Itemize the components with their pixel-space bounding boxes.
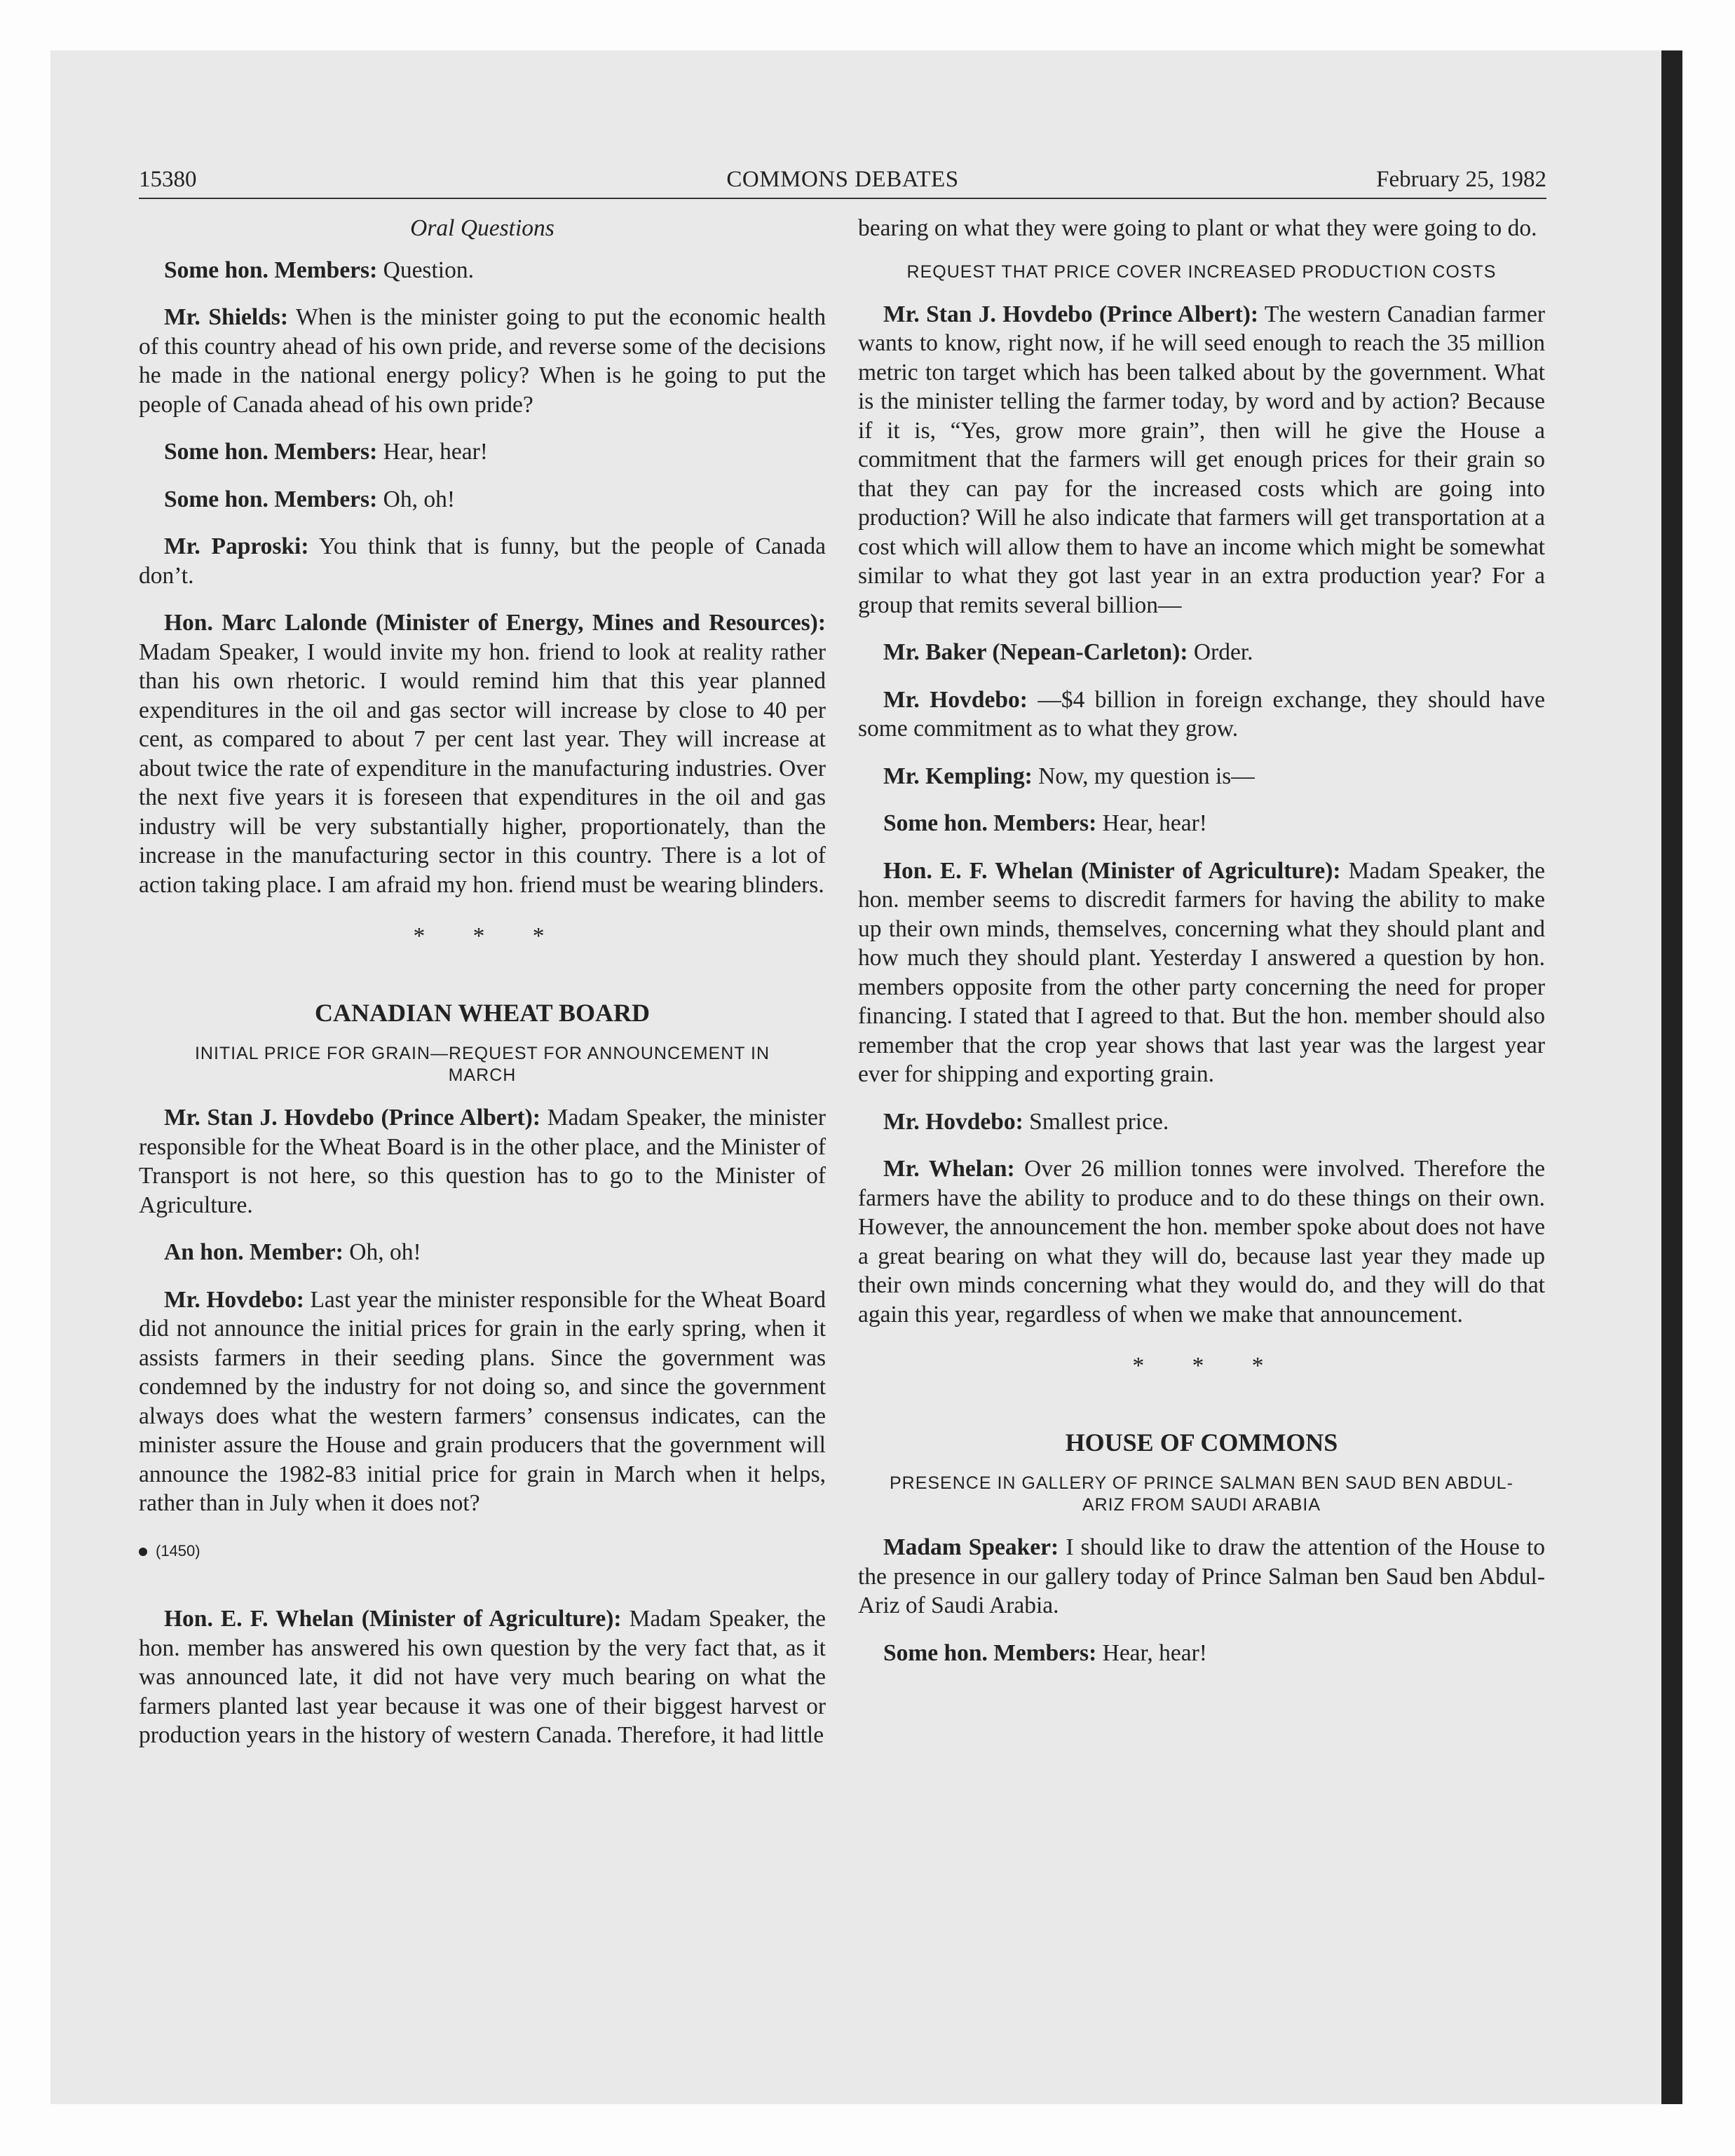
section-heading: CANADIAN WHEAT BOARD bbox=[314, 998, 651, 1027]
paragraph bbox=[139, 303, 826, 419]
section-separator: * * * bbox=[1132, 1353, 1285, 1379]
speech-text: Oh, oh! bbox=[377, 486, 455, 512]
speech-text: I should like to draw the attention of the House to the presence in our gallery today of Prince Salman ben Saud ben Abdul-Ariz of Saudi Arabia. bbox=[858, 1534, 1546, 1618]
speech-text: When is the minister going to put the economic health of this country ahead of his own pride, and reverse some of the decisions he made in the national energy policy? When is he going to put the people of Canada ahead of his own pride? bbox=[139, 304, 826, 418]
scan-edge bbox=[1661, 50, 1682, 2104]
speech-text: Oh, oh! bbox=[343, 1239, 421, 1265]
paragraph bbox=[858, 1107, 1545, 1137]
speech-text: Madam Speaker, the hon. member has answered his own question by the very fact that, as it was announced late, it did not have very much bearing on what the farmers planted last year because it was one of their biggest harvest or production years in the history of western Canada. Therefore, it had little bbox=[139, 1606, 826, 1748]
speech-text: Hear, hear! bbox=[1096, 1639, 1207, 1666]
speech-text: Madam Speaker, I would invite my hon. friend to look at reality rather than his own rhetoric. I would remind him that this year planned expenditures in the oil and gas sector will increase by close to 40 per cent, as compared to about 7 per cent last year. They will increase at about twice the rate of expenditure in the manufacturing industries. Over the next five years it is foreseen that expenditures in the oil and gas industry will be very substantially higher, proportionately, than the increase in the manufacturing sector in this country. There is a lot of action taking place. I am afraid my hon. friend must be wearing blinders. bbox=[139, 639, 826, 898]
running-head: Oral Questions bbox=[410, 215, 554, 241]
time-marker-text: (1450) bbox=[156, 1541, 200, 1560]
speech-text: Madam Speaker, the minister responsible for the Wheat Board is in the other place, and the Minister of Transport is not here, so this question has to go to the Minister of Agriculture. bbox=[139, 1105, 826, 1218]
section-separator: * * * bbox=[413, 923, 566, 949]
speech-text: Hear, hear! bbox=[1096, 810, 1207, 836]
paragraph bbox=[139, 485, 826, 514]
speech-text: Hear, hear! bbox=[377, 439, 488, 465]
paragraph bbox=[858, 809, 1545, 838]
speech-text: Last year the minister responsible for the Wheat Board did not announce the initial prices for grain in the early spring, when it assists farmers in their seeding plans. Since the government was condemned by the industry for not doing so, and since the government always does what the western farmers’ consensus indicates, can the minister assure the House and grain producers that the government will announce the 1982-83 initial price for grain in March when it helps, rather than in July when it does not? bbox=[139, 1286, 826, 1516]
speaker-name: Mr. Whelan: bbox=[883, 1156, 1015, 1182]
paragraph bbox=[139, 437, 826, 467]
speaker-name: Hon. E. F. Whelan (Minister of Agriculture): bbox=[883, 857, 1341, 884]
right-column bbox=[858, 214, 1545, 1686]
speaker-name: Madam Speaker: bbox=[883, 1534, 1059, 1560]
section-subheading: REQUEST THAT PRICE COVER INCREASED PRODUCTION COSTS bbox=[906, 261, 1497, 282]
paragraph bbox=[139, 532, 826, 590]
speaker-name: Mr. Paproski: bbox=[164, 533, 309, 559]
paragraph bbox=[139, 1604, 826, 1750]
speaker-name: Hon. Marc Lalonde (Minister of Energy, Mines and Resources): bbox=[164, 610, 826, 636]
paragraph bbox=[858, 762, 1545, 791]
paragraph bbox=[139, 256, 826, 285]
paragraph bbox=[858, 1154, 1545, 1329]
bullet-icon bbox=[139, 1548, 147, 1556]
speaker-name: Some hon. Members: bbox=[164, 439, 378, 465]
paragraph bbox=[858, 685, 1545, 744]
page-date: February 25, 1982 bbox=[1376, 167, 1546, 192]
speaker-name: An hon. Member: bbox=[164, 1239, 343, 1265]
speech-text: Order. bbox=[1188, 639, 1253, 665]
paragraph bbox=[139, 1285, 826, 1518]
page-number: 15380 bbox=[139, 167, 197, 192]
section-heading: HOUSE OF COMMONS bbox=[1065, 1428, 1338, 1456]
speaker-name: Some hon. Members: bbox=[883, 1639, 1097, 1666]
section-subheading: INITIAL PRICE FOR GRAIN—REQUEST FOR ANNOUNCEMENT IN MARCH bbox=[194, 1044, 770, 1085]
time-marker bbox=[139, 1536, 826, 1566]
speaker-name: Mr. Shields: bbox=[164, 304, 288, 330]
paragraph bbox=[139, 1103, 826, 1220]
paragraph bbox=[139, 608, 826, 899]
speaker-name: Some hon. Members: bbox=[164, 486, 378, 512]
header-rule bbox=[139, 198, 1546, 199]
left-column bbox=[139, 214, 826, 1768]
speaker-name: Some hon. Members: bbox=[883, 810, 1097, 836]
speaker-name: Mr. Stan J. Hovdebo (Prince Albert): bbox=[164, 1105, 540, 1131]
speaker-name: Mr. Hovdebo: bbox=[164, 1286, 304, 1313]
speech-text: bearing on what they were going to plant or what they were going to do. bbox=[858, 215, 1537, 241]
section-subheading: PRESENCE IN GALLERY OF PRINCE SALMAN BEN SAUD BEN ABDUL-ARIZ FROM SAUDI ARABIA bbox=[889, 1473, 1514, 1515]
speaker-name: Mr. Hovdebo: bbox=[883, 686, 1028, 713]
paragraph bbox=[858, 638, 1545, 667]
paragraph bbox=[858, 300, 1545, 620]
speaker-name: Mr. Hovdebo: bbox=[883, 1108, 1023, 1135]
speech-text: You think that is funny, but the people of Canada don’t. bbox=[139, 533, 826, 589]
page-header bbox=[139, 163, 1546, 196]
speaker-name: Some hon. Members: bbox=[164, 257, 378, 283]
paragraph bbox=[858, 857, 1545, 1089]
speech-text: —$4 billion in foreign exchange, they should have some commitment as to what they grow. bbox=[858, 686, 1545, 742]
paragraph bbox=[858, 1639, 1545, 1668]
speaker-name: Mr. Kempling: bbox=[883, 763, 1033, 789]
speaker-name: Hon. E. F. Whelan (Minister of Agriculture): bbox=[164, 1606, 622, 1632]
paragraph-continued bbox=[858, 214, 1545, 243]
speaker-name: Mr. Baker (Nepean-Carleton): bbox=[883, 639, 1188, 665]
speech-text: Now, my question is— bbox=[1032, 763, 1255, 789]
speech-text: The western Canadian farmer wants to know, right now, if he will seed enough to reach the 35 million metric ton target which has been talked about by the government. What is the minister telling the farmer today, by word and by action? Because if it is, “Yes, grow more grain”, then will he give the House a commitment that the farmers will get enough prices for their grain so that they can pay for the increased costs which are going into production? Will he also indicate that farmers will get transportation at a cost which will allow them to have an income which might be somewhat similar to what they got last year in an extra production year? For a group that remits several billion— bbox=[858, 301, 1545, 618]
speech-text: Madam Speaker, the hon. member seems to discredit farmers for having the ability to make up their own minds, themselves, concerning what they should plant and how much they should plant. Yesterday I answered a question by hon. members opposite from the other party concerning the need for proper financing. I stated that I agreed to that. But the hon. member should also remember that the crop year shows that last year was the largest year ever for shipping and exporting grain. bbox=[858, 857, 1545, 1087]
speech-text: Over 26 million tonnes were involved. Therefore the farmers have the ability to produce and to do these things on their own. However, the announcement the hon. member spoke about does not have a great bearing on what they will do, because last year they made up their own minds concerning what they would do, and they will do that again this year, regardless of when we make that announcement. bbox=[858, 1156, 1545, 1328]
speech-text: Smallest price. bbox=[1023, 1108, 1169, 1135]
publication-title: COMMONS DEBATES bbox=[726, 167, 959, 192]
speech-text: Question. bbox=[377, 257, 474, 283]
paragraph bbox=[139, 1238, 826, 1267]
paragraph bbox=[858, 1533, 1545, 1621]
speaker-name: Mr. Stan J. Hovdebo (Prince Albert): bbox=[883, 301, 1259, 327]
